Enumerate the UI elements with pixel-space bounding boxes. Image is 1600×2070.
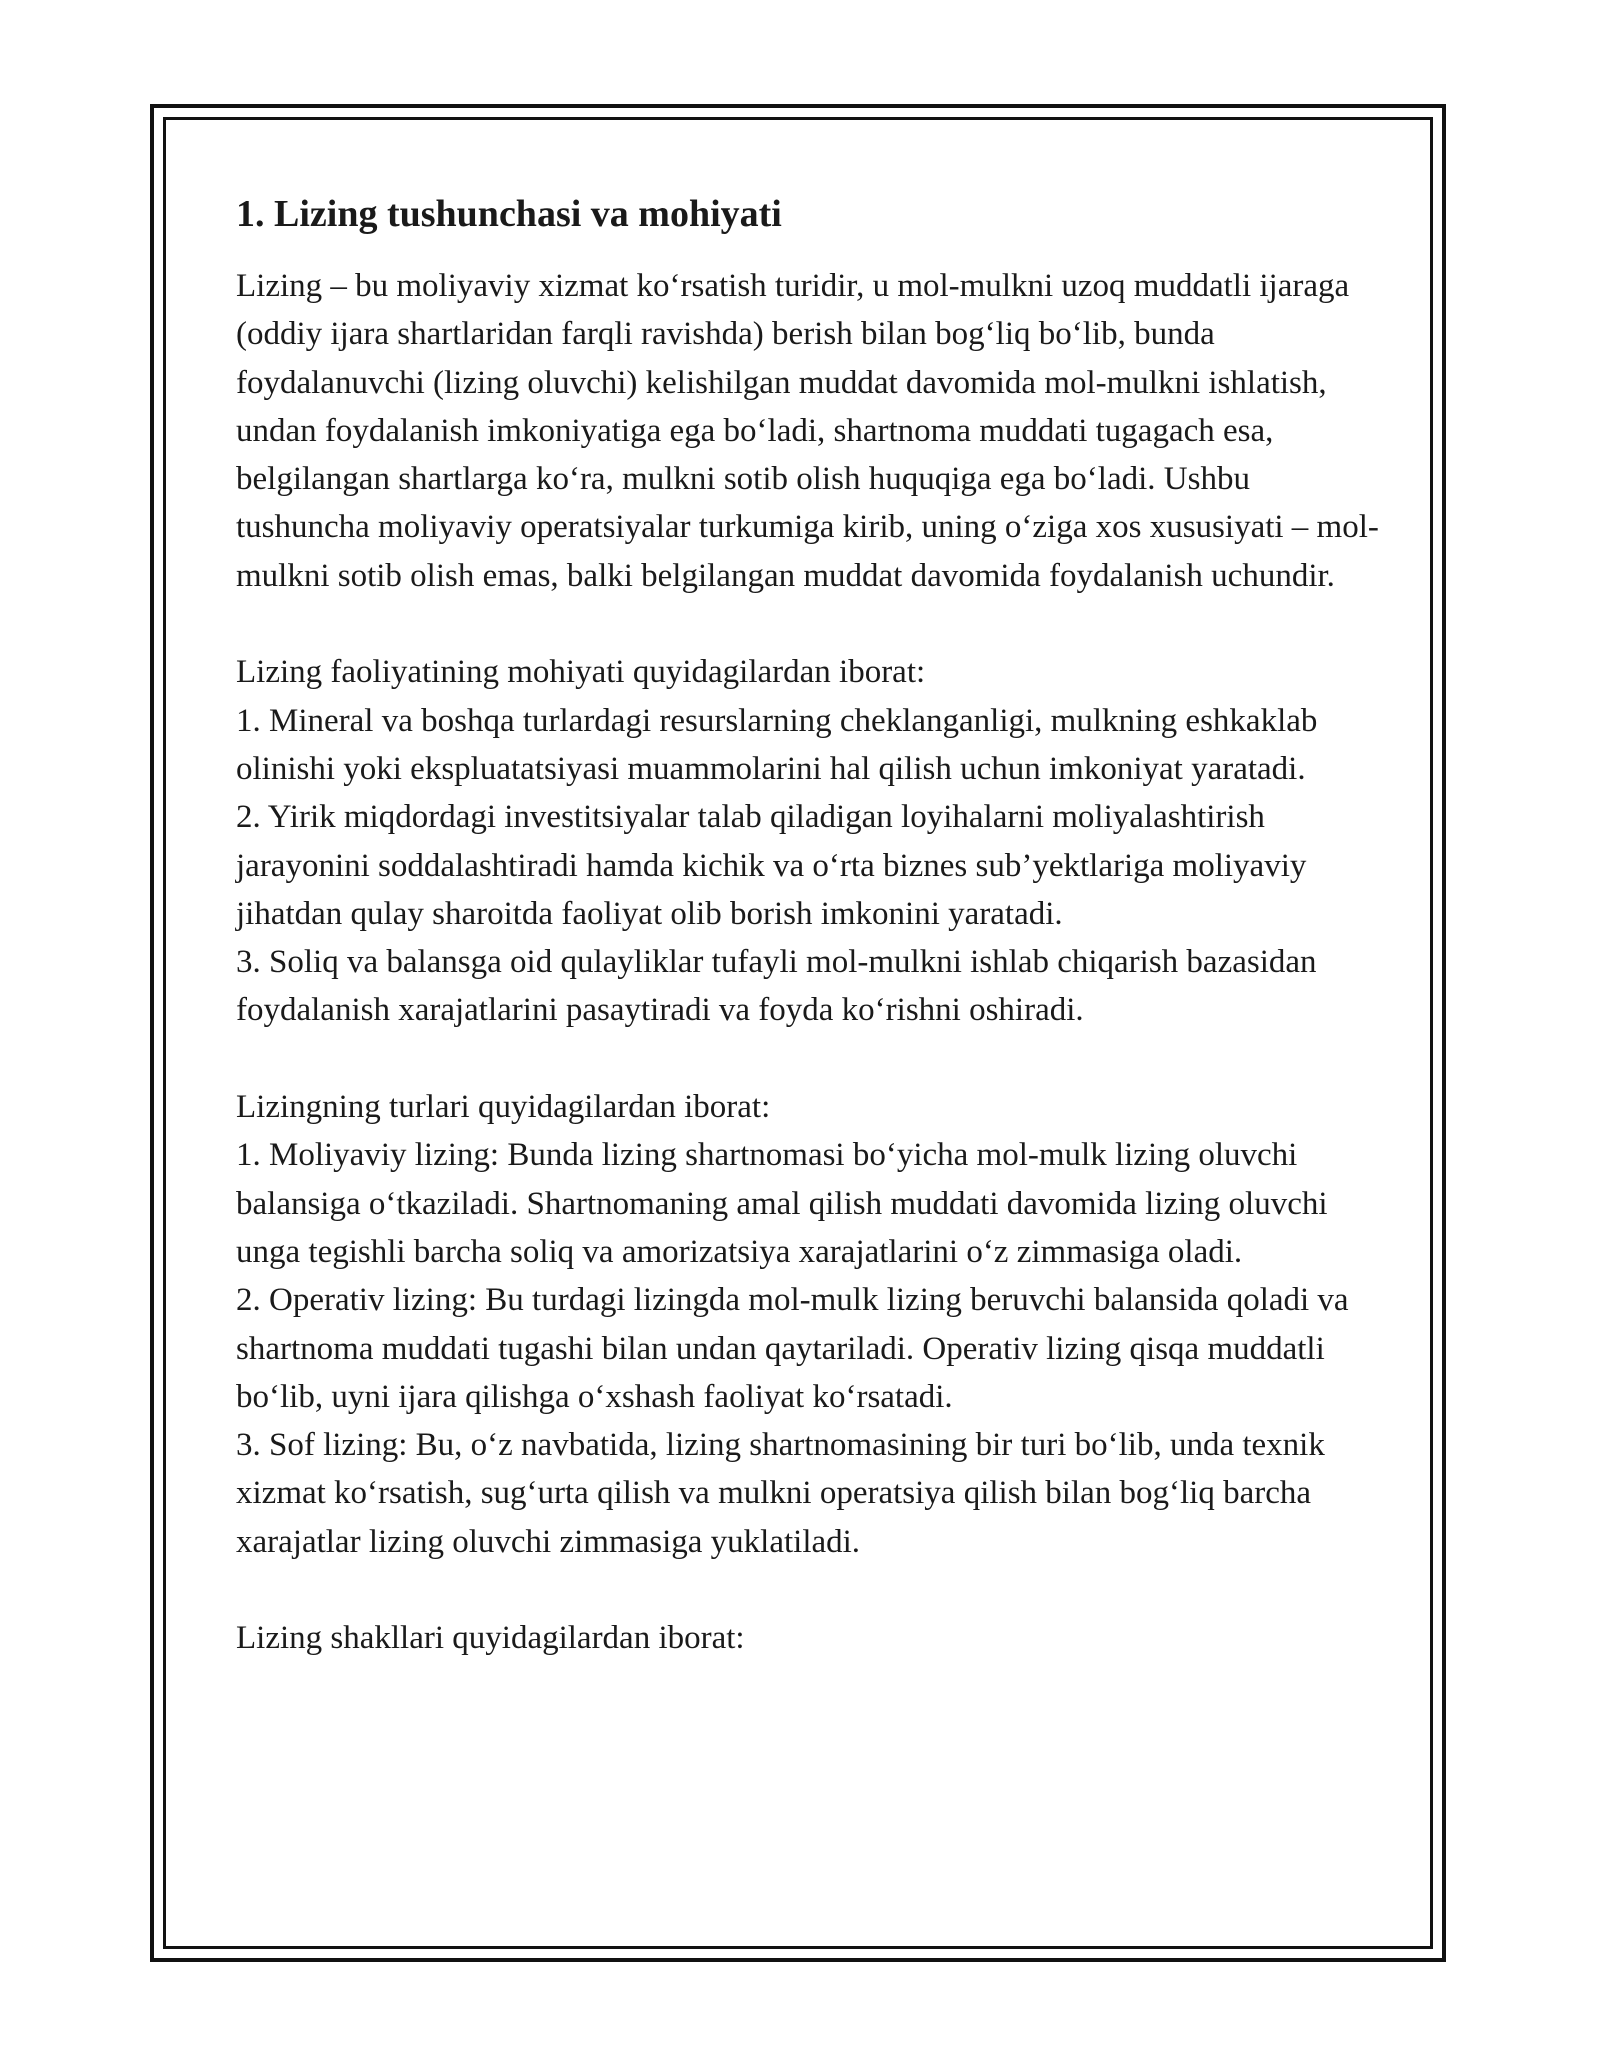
types-item-2: 2. Operativ lizing: Bu turdagi lizingda mol-mulk lizing beruvchi balansida qoladi va shartnoma muddati tugashi bilan undan qaytariladi. Operativ lizing qisqa muddatli boʻlib, uyni ijara qilishga oʻxshash faoliyat koʻrsatadi. [236, 1282, 1349, 1415]
forms-lead: Lizing shakllari quyidagilardan iborat: [236, 1620, 745, 1657]
essence-item-2: 2. Yirik miqdordagi investitsiyalar talab qiladigan loyihalarni moliyalashtirish jarayonini soddalashtiradi hamda kichik va oʻrta biznes sub’yektlariga moliyaviy jihatdan qulay sharoitda faoliyat olib borish imkonini yaratadi. [236, 799, 1307, 932]
essence-lead: Lizing faoliyatining mohiyati quyidagilardan iborat: [236, 654, 926, 691]
paragraph-spacer [236, 600, 1386, 648]
paragraph-spacer [236, 1035, 1386, 1083]
paragraph-spacer [236, 1566, 1386, 1614]
essence-item-3: 3. Soliq va balansga oid qulayliklar tufayli mol-mulkni ishlab chiqarish bazasidan foydalanish xarajatlarini pasaytiradi va foyda koʻrishni oshiradi. [236, 944, 1317, 1029]
section-heading: 1. Lizing tushunchasi va mohiyati [236, 193, 782, 235]
intro-paragraph: Lizing – bu moliyaviy xizmat koʻrsatish turidir, u mol-mulkni uzoq muddatli ijaraga (oddiy ijara shartlaridan farqli ravishda) berish bilan bogʻliq boʻlib, bunda foydalanuvchi (lizing oluvchi) kelishilgan muddat davomida mol-mulkni ishlatish, undan foydalanish imkoniyatiga ega boʻladi, shartnoma muddati tugagach esa, belgilangan shartlarga koʻra, mulkni sotib olish huquqiga ega boʻladi. Ushbu tushuncha moliyaviy operatsiyalar turkumiga kirib, uning oʻziga xos xususiyati – mol-mulkni sotib olish emas, balki belgilangan muddat davomida foydalanish uchundir. [236, 268, 1379, 594]
types-lead: Lizingning turlari quyidagilardan iborat: [236, 1089, 771, 1126]
types-item-3: 3. Sof lizing: Bu, oʻz navbatida, lizing shartnomasining bir turi boʻlib, unda texnik xizmat koʻrsatish, sugʻurta qilish va mulkni operatsiya qilish bilan bogʻliq barcha xarajatlar lizing oluvchi zimmasiga yuklatiladi. [236, 1427, 1325, 1560]
document-body [236, 188, 1386, 1663]
essence-item-1: 1. Mineral va boshqa turlardagi resurslarning cheklanganligi, mulkning eshkaklab olinishi yoki ekspluatatsiyasi muammolarini hal qilish uchun imkoniyat yaratadi. [236, 702, 1318, 787]
types-item-1: 1. Moliyaviy lizing: Bunda lizing shartnomasi boʻyicha mol-mulk lizing oluvchi balansiga oʻtkaziladi. Shartnomaning amal qilish muddati davomida lizing oluvchi unga tegishli barcha soliq va amorizatsiya xarajatlarini oʻz zimmasiga oladi. [236, 1137, 1328, 1270]
